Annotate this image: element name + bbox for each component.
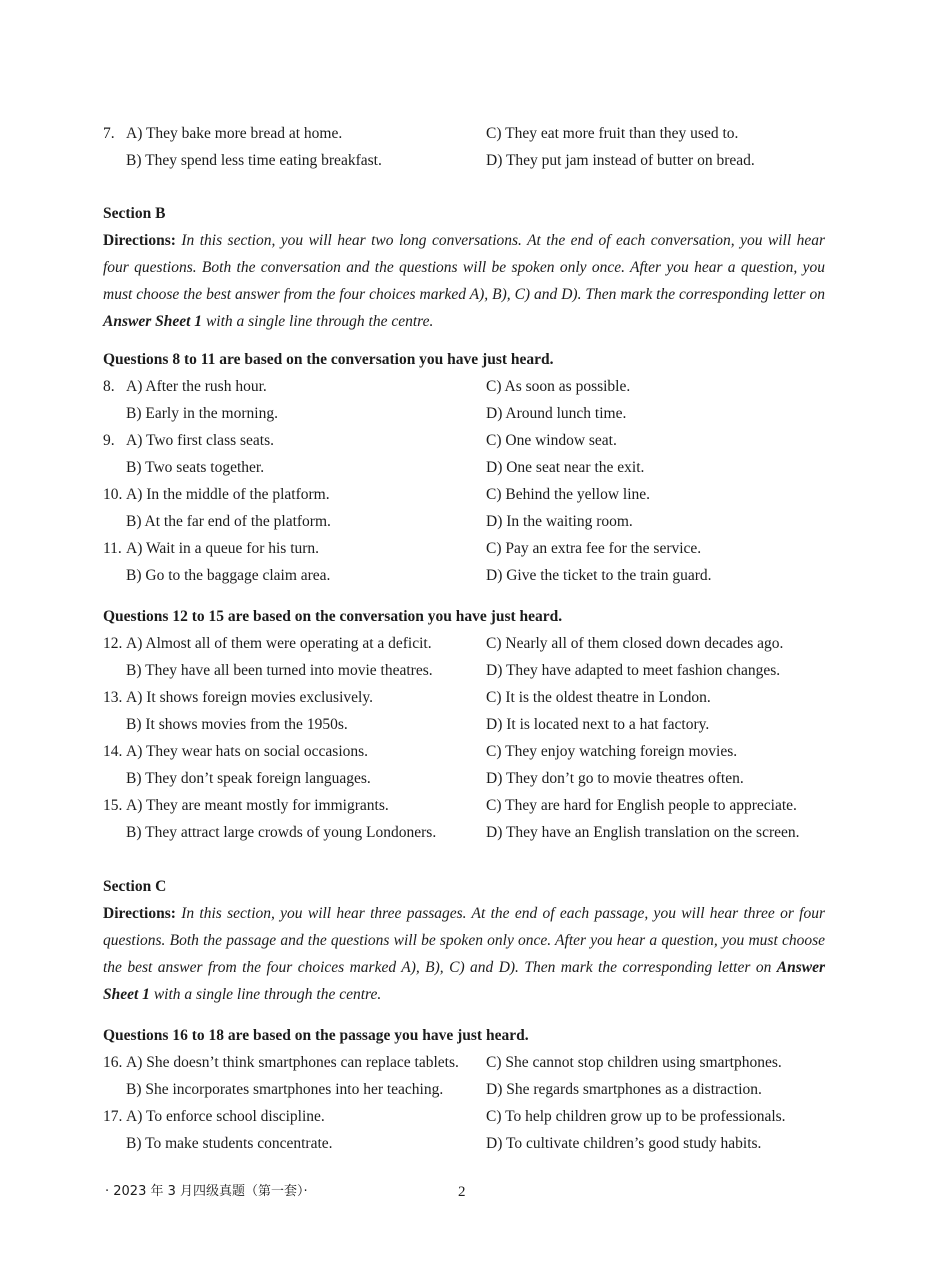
option-d: D) They don’t go to movie theatres often. <box>486 770 744 787</box>
directions-label: Directions: <box>103 232 176 249</box>
option-a: A) It shows foreign movies exclusively. <box>126 689 373 706</box>
question-number: 13. <box>103 689 123 706</box>
option-c: C) As soon as possible. <box>486 378 631 395</box>
question-number: 10. <box>103 486 123 503</box>
section-b-directions <box>103 227 825 335</box>
directions-text: In this section, you will hear two long conversations. At the end of each conversation, you will hear four questions. Both the conversation and the questions will be spoken only once. After you hear a question, you must choose the best answer from the four choices marked A), B), C) and D). Then mark the corresponding letter on <box>103 232 825 303</box>
option-d: D) To cultivate children’s good study habits. <box>486 1135 762 1152</box>
option-d: D) Give the ticket to the train guard. <box>486 567 712 584</box>
option-c: C) One window seat. <box>486 432 617 449</box>
page-number: 2 <box>458 1184 466 1200</box>
directions-tail: with a single line through the centre. <box>205 313 434 330</box>
question-16 <box>103 1053 833 1080</box>
question-9 <box>103 431 833 458</box>
question-number: 9. <box>103 432 115 449</box>
question-7 <box>103 124 833 151</box>
option-a: A) They wear hats on social occasions. <box>126 743 369 760</box>
section-c-title: Section C <box>103 878 167 895</box>
option-c: C) They enjoy watching foreign movies. <box>486 743 738 760</box>
option-b: B) They spend less time eating breakfast. <box>126 152 382 169</box>
option-a: A) Wait in a queue for his turn. <box>126 540 320 557</box>
question-11-row-2 <box>103 566 833 593</box>
question-number: 12. <box>103 635 123 652</box>
option-b: B) She incorporates smartphones into her teaching. <box>126 1081 444 1098</box>
question-number: 15. <box>103 797 123 814</box>
option-b: B) Go to the baggage claim area. <box>126 567 331 584</box>
option-b: B) They don’t speak foreign languages. <box>126 770 371 787</box>
question-10 <box>103 485 833 512</box>
question-8-row-2 <box>103 404 833 431</box>
question-17-row-2 <box>103 1134 833 1161</box>
option-b: B) Early in the morning. <box>126 405 278 422</box>
question-number: 8. <box>103 378 115 395</box>
question-13-row-2 <box>103 715 833 742</box>
option-b: B) To make students concentrate. <box>126 1135 333 1152</box>
option-c: C) Behind the yellow line. <box>486 486 651 503</box>
option-a: A) She doesn’t think smartphones can replace tablets. <box>126 1054 459 1071</box>
option-c: C) They eat more fruit than they used to. <box>486 125 739 142</box>
question-number: 7. <box>103 125 115 142</box>
option-c: C) Pay an extra fee for the service. <box>486 540 702 557</box>
question-15-row-2 <box>103 823 833 850</box>
option-a: A) Two first class seats. <box>126 432 275 449</box>
option-a: A) Almost all of them were operating at a deficit. <box>126 635 432 652</box>
option-d: D) They put jam instead of butter on bread. <box>486 152 755 169</box>
option-d: D) They have an English translation on the screen. <box>486 824 800 841</box>
option-c: C) She cannot stop children using smartphones. <box>486 1054 782 1071</box>
directions-tail: with a single line through the centre. <box>153 986 382 1003</box>
question-15 <box>103 796 833 823</box>
option-c: C) They are hard for English people to appreciate. <box>486 797 797 814</box>
group-heading-16-18: Questions 16 to 18 are based on the passage you have just heard. <box>103 1027 529 1044</box>
answer-sheet-ref: Answer Sheet 1 <box>103 313 203 330</box>
option-a: A) They are meant mostly for immigrants. <box>126 797 389 814</box>
question-number: 11. <box>103 540 122 557</box>
question-17 <box>103 1107 833 1134</box>
option-d: D) It is located next to a hat factory. <box>486 716 710 733</box>
option-d: D) They have adapted to meet fashion changes. <box>486 662 781 679</box>
option-c: C) It is the oldest theatre in London. <box>486 689 711 706</box>
question-13 <box>103 688 833 715</box>
option-d: D) One seat near the exit. <box>486 459 645 476</box>
question-number: 14. <box>103 743 123 760</box>
option-a: A) After the rush hour. <box>126 378 267 395</box>
option-b: B) They attract large crowds of young Londoners. <box>126 824 437 841</box>
section-c-directions <box>103 900 825 1008</box>
option-d: D) In the waiting room. <box>486 513 633 530</box>
question-14 <box>103 742 833 769</box>
question-12 <box>103 634 833 661</box>
question-12-row-2 <box>103 661 833 688</box>
answer-sheet-ref: Answer Sheet 1 <box>103 959 826 1003</box>
option-b: B) Two seats together. <box>126 459 265 476</box>
question-10-row-2 <box>103 512 833 539</box>
section-b-title: Section B <box>103 205 166 222</box>
footer-exam-title: · 2023 年 3 月四级真题（第一套）· <box>105 1184 308 1199</box>
option-c: C) Nearly all of them closed down decades ago. <box>486 635 784 652</box>
option-d: D) Around lunch time. <box>486 405 627 422</box>
question-number: 16. <box>103 1054 123 1071</box>
option-a: A) They bake more bread at home. <box>126 125 343 142</box>
group-heading-8-11: Questions 8 to 11 are based on the conversation you have just heard. <box>103 351 554 368</box>
question-11 <box>103 539 833 566</box>
option-b: B) They have all been turned into movie theatres. <box>126 662 433 679</box>
option-b: B) It shows movies from the 1950s. <box>126 716 348 733</box>
question-14-row-2 <box>103 769 833 796</box>
option-b: B) At the far end of the platform. <box>126 513 331 530</box>
directions-label: Directions: <box>103 905 176 922</box>
group-heading-12-15: Questions 12 to 15 are based on the conversation you have just heard. <box>103 608 563 625</box>
question-16-row-2 <box>103 1080 833 1107</box>
question-number: 17. <box>103 1108 123 1125</box>
option-c: C) To help children grow up to be professionals. <box>486 1108 786 1125</box>
question-9-row-2 <box>103 458 833 485</box>
option-d: D) She regards smartphones as a distraction. <box>486 1081 762 1098</box>
question-7-row-2 <box>103 151 833 178</box>
option-a: A) To enforce school discipline. <box>126 1108 325 1125</box>
option-a: A) In the middle of the platform. <box>126 486 330 503</box>
question-8 <box>103 377 833 404</box>
directions-text: In this section, you will hear three passages. At the end of each passage, you will hear three or four questions. Both the passage and the questions will be spoken only once. After you hear a question, you must choose the best answer from the four choices marked A), B), C) and D). Then mark the corresponding letter on <box>103 905 825 976</box>
